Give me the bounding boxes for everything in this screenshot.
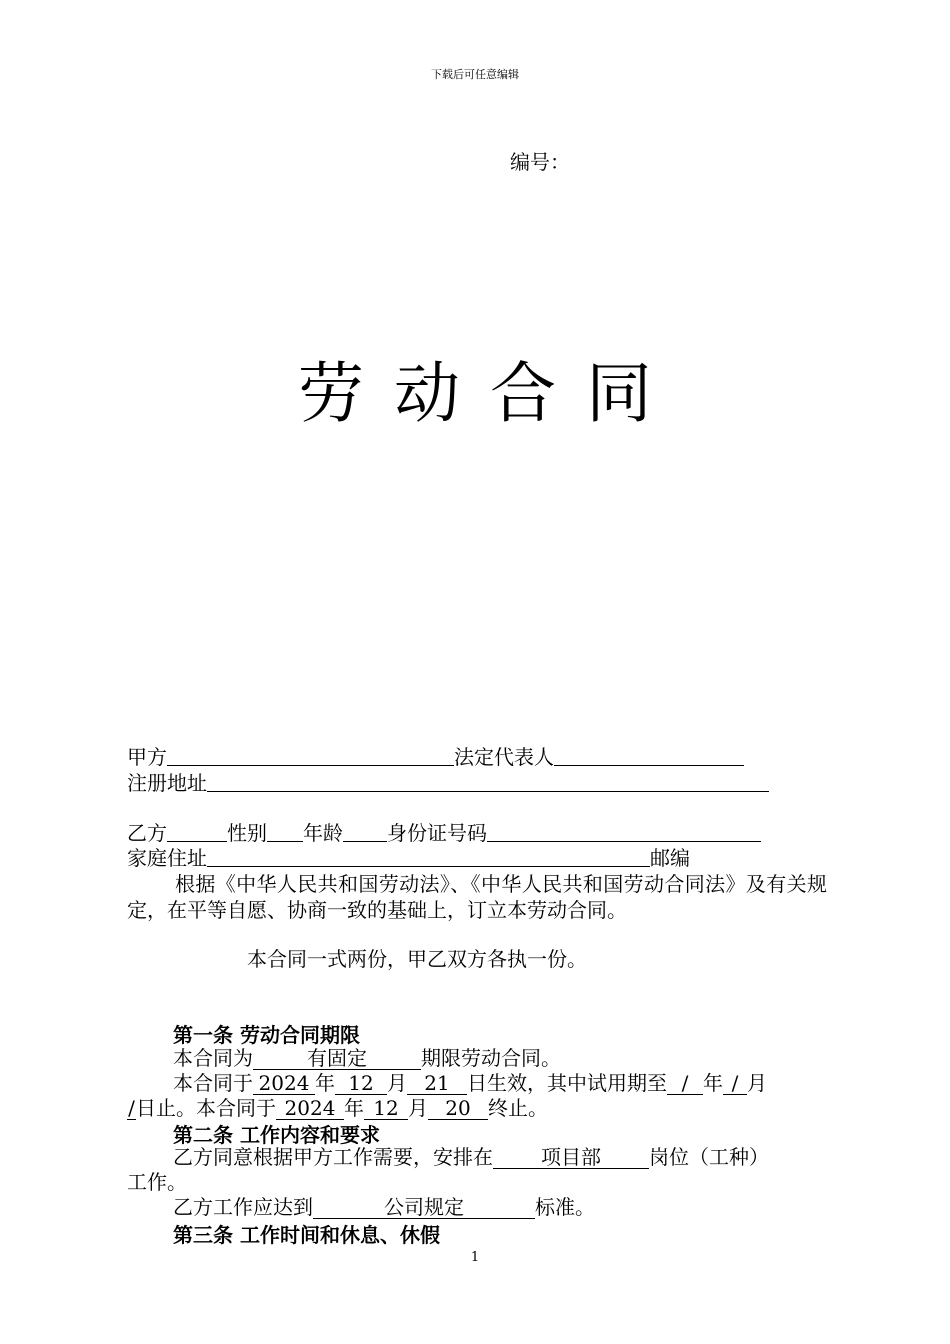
registered-address-line <box>127 770 769 796</box>
home-address-blank[interactable] <box>207 846 650 867</box>
party-a-label: 甲方 <box>127 745 167 769</box>
home-address-line <box>127 845 690 871</box>
trial-month[interactable]: / <box>723 1072 747 1095</box>
month-char: 月 <box>408 1096 428 1120</box>
page-number: 1 <box>470 1250 480 1265</box>
home-address-label: 家庭住址 <box>127 846 207 870</box>
effective-date-prefix: 本合同于 <box>173 1071 253 1095</box>
article-3-title: 第三条 工作时间和休息、休假 <box>173 1223 440 1247</box>
article-2-title: 第二条 工作内容和要求 <box>173 1123 380 1147</box>
trial-day[interactable]: / <box>128 1096 135 1120</box>
id-number-blank[interactable] <box>487 821 761 842</box>
age-label: 年龄 <box>303 821 343 845</box>
trial-year[interactable]: / <box>667 1072 703 1095</box>
contract-number-label: 编号： <box>510 150 570 174</box>
gender-blank[interactable] <box>267 821 303 842</box>
standard-line <box>173 1194 595 1220</box>
copies-paragraph: 本合同一式两份，甲乙双方各执一份。 <box>247 947 587 971</box>
gender-label: 性别 <box>227 821 267 845</box>
start-day[interactable]: 21 <box>407 1072 467 1095</box>
document-title: 劳动合同 <box>298 355 682 432</box>
effective-date-line <box>173 1070 767 1096</box>
party-b-line <box>127 820 761 846</box>
party-a-blank[interactable] <box>167 745 454 766</box>
registered-address-label: 注册地址 <box>127 771 207 795</box>
legal-rep-label: 法定代表人 <box>454 745 554 769</box>
age-blank[interactable] <box>343 821 387 842</box>
contract-type-suffix: 期限劳动合同。 <box>421 1046 561 1070</box>
end-date-line <box>127 1095 548 1121</box>
party-a-line <box>127 744 744 770</box>
contract-type-line <box>173 1045 561 1071</box>
work-line: 工作。 <box>127 1170 187 1194</box>
end-year[interactable]: 2024 <box>276 1097 344 1120</box>
end-date-suffix: 终止。 <box>488 1096 548 1120</box>
end-day[interactable]: 20 <box>428 1097 488 1120</box>
position-line <box>173 1144 769 1170</box>
registered-address-blank[interactable] <box>207 771 769 792</box>
start-month[interactable]: 12 <box>335 1072 387 1095</box>
position-suffix: 岗位（工种） <box>649 1145 769 1169</box>
year-char: 年 <box>703 1071 723 1095</box>
standard-prefix: 乙方工作应达到 <box>173 1195 313 1219</box>
postcode-label: 邮编 <box>650 846 690 870</box>
position-prefix: 乙方同意根据甲方工作需要，安排在 <box>173 1145 493 1169</box>
standard-value[interactable]: 公司规定 <box>313 1196 535 1219</box>
department-value[interactable]: 项目部 <box>493 1146 649 1169</box>
year-char: 年 <box>344 1096 364 1120</box>
header-note: 下载后可任意编辑 <box>431 68 519 81</box>
article-1-title: 第一条 劳动合同期限 <box>173 1023 360 1047</box>
start-year[interactable]: 2024 <box>253 1072 315 1095</box>
year-char: 年 <box>315 1071 335 1095</box>
month-char: 月 <box>387 1071 407 1095</box>
month-char: 月 <box>747 1071 767 1095</box>
end-date-prefix: 日止。本合同于 <box>136 1096 276 1120</box>
end-month[interactable]: 12 <box>364 1097 408 1120</box>
id-number-label: 身份证号码 <box>387 821 487 845</box>
contract-type-value[interactable]: 有固定 <box>253 1047 421 1070</box>
legal-rep-blank[interactable] <box>554 745 744 766</box>
intro-paragraph: 根据《中华人民共和国劳动法》、《中华人民共和国劳动合同法》及有关规定，在平等自愿、协商一致的基础上，订立本劳动合同。 <box>127 872 827 922</box>
party-b-blank[interactable] <box>167 821 227 842</box>
trial-period-text: 日生效，其中试用期至 <box>467 1071 667 1095</box>
standard-suffix: 标准。 <box>535 1195 595 1219</box>
contract-type-prefix: 本合同为 <box>173 1046 253 1070</box>
party-b-label: 乙方 <box>127 821 167 845</box>
